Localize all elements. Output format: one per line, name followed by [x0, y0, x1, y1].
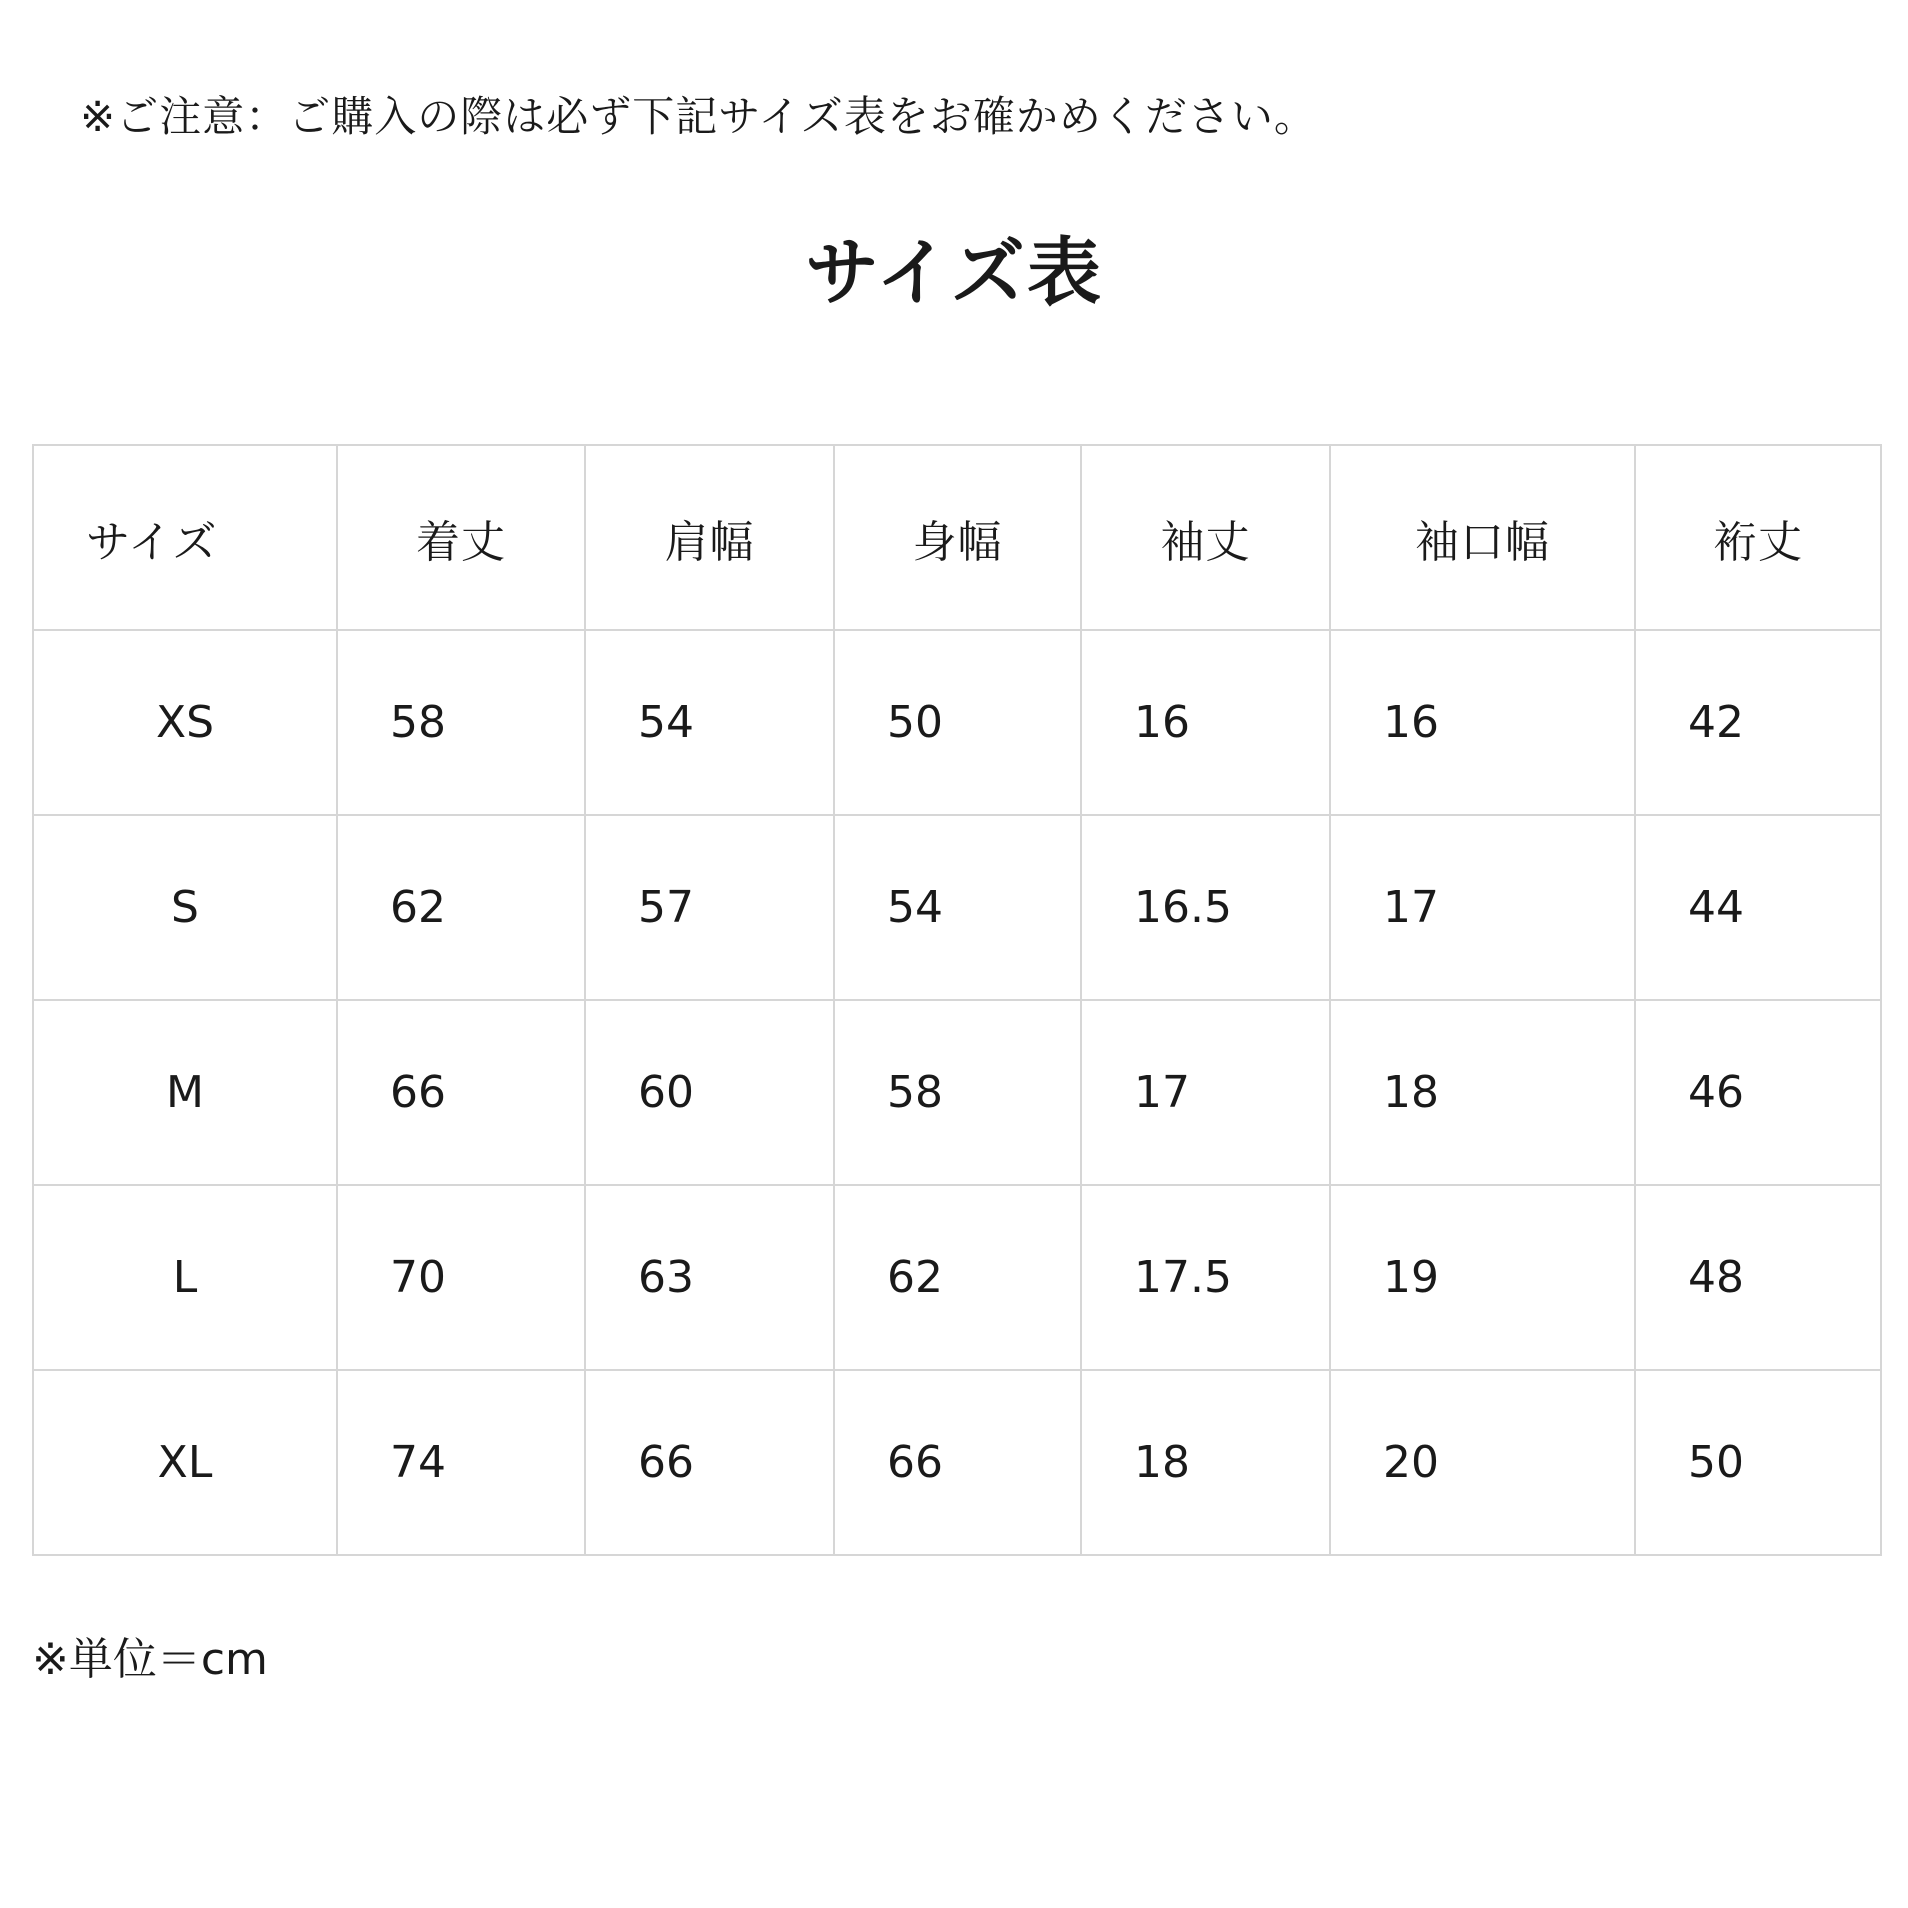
header-cell-chest: 身幅 [834, 445, 1081, 630]
table-cell: 54 [834, 815, 1081, 1000]
table-cell: 17 [1330, 815, 1635, 1000]
header-cell-yuki: 裄丈 [1635, 445, 1881, 630]
table-cell: 42 [1635, 630, 1881, 815]
table-cell: 50 [1635, 1370, 1881, 1555]
notice-text: ※ご注意：ご購入の際は必ず下記サイズ表をお確かめください。 [80, 92, 1317, 141]
table-cell: 50 [834, 630, 1081, 815]
table-row [33, 1000, 1881, 1185]
table-cell: 20 [1330, 1370, 1635, 1555]
table-cell: 58 [834, 1000, 1081, 1185]
table-cell: 19 [1330, 1185, 1635, 1370]
header-cell-cuff-width: 袖口幅 [1330, 445, 1635, 630]
table-cell: 66 [585, 1370, 834, 1555]
header-row [33, 445, 1881, 630]
table-cell: 63 [585, 1185, 834, 1370]
header-cell-shoulder: 肩幅 [585, 445, 834, 630]
header-cell-size: サイズ [33, 445, 337, 630]
table-row [33, 630, 1881, 815]
table-cell: 57 [585, 815, 834, 1000]
table-cell: 18 [1330, 1000, 1635, 1185]
table-cell: 66 [834, 1370, 1081, 1555]
table-cell: L [33, 1185, 337, 1370]
table-cell: 58 [337, 630, 585, 815]
header-cell-sleeve-length: 袖丈 [1081, 445, 1330, 630]
table-cell: 16 [1330, 630, 1635, 815]
table-cell: 18 [1081, 1370, 1330, 1555]
page-title: サイズ表 [804, 230, 1104, 316]
table-cell: 48 [1635, 1185, 1881, 1370]
header-cell-length: 着丈 [337, 445, 585, 630]
table-cell: 62 [834, 1185, 1081, 1370]
table-cell: 70 [337, 1185, 585, 1370]
table-row [33, 815, 1881, 1000]
table-cell: 17.5 [1081, 1185, 1330, 1370]
table-cell: XS [33, 630, 337, 815]
table-cell: 74 [337, 1370, 585, 1555]
table-row [33, 1370, 1881, 1555]
table-cell: 44 [1635, 815, 1881, 1000]
table-cell: 16.5 [1081, 815, 1330, 1000]
table-row [33, 1185, 1881, 1370]
size-table [32, 444, 1882, 1556]
table-cell: 66 [337, 1000, 585, 1185]
unit-note: ※単位＝cm [32, 1634, 268, 1685]
table-cell: M [33, 1000, 337, 1185]
table-cell: XL [33, 1370, 337, 1555]
table-cell: 17 [1081, 1000, 1330, 1185]
table-cell: 60 [585, 1000, 834, 1185]
table-cell: 54 [585, 630, 834, 815]
table-cell: 16 [1081, 630, 1330, 815]
table-cell: 62 [337, 815, 585, 1000]
table-cell: S [33, 815, 337, 1000]
table-cell: 46 [1635, 1000, 1881, 1185]
